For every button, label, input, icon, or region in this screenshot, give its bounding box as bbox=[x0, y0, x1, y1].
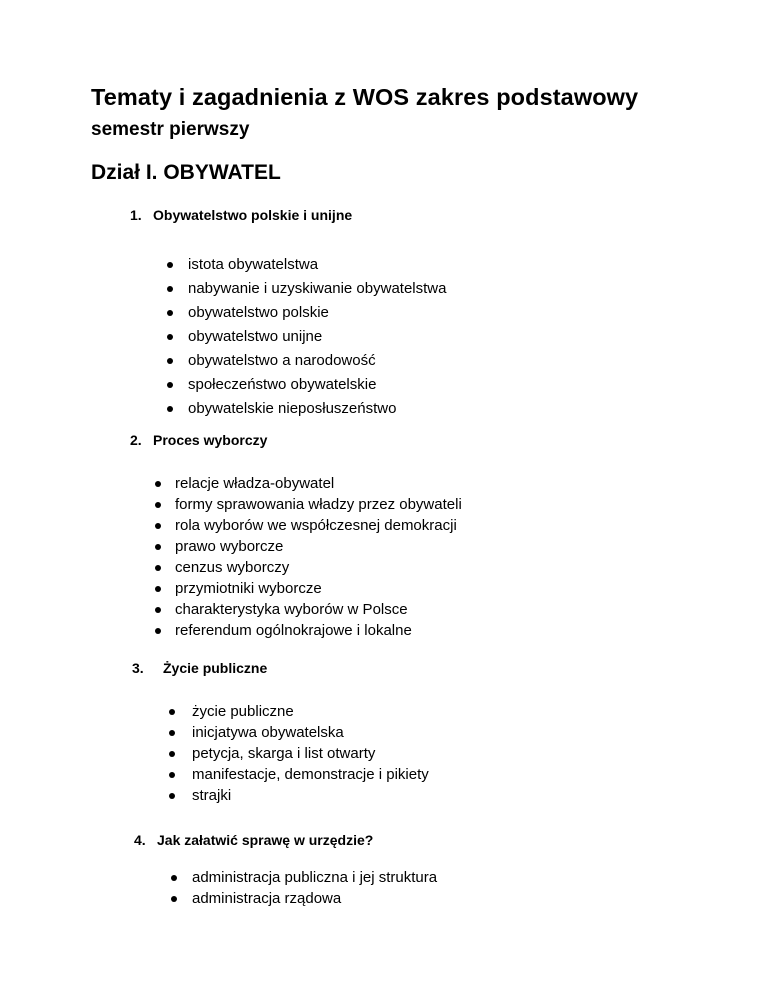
section-heading: Proces wyborczy bbox=[153, 432, 268, 448]
list-item-text: istota obywatelstwa bbox=[188, 256, 319, 273]
list-item-text: administracja publiczna i jej struktura bbox=[192, 869, 438, 886]
bullet-icon bbox=[155, 523, 161, 529]
list-item-text: nabywanie i uzyskiwanie obywatelstwa bbox=[188, 280, 447, 297]
bullet-icon bbox=[171, 896, 177, 902]
list-item-text: relacje władza-obywatel bbox=[175, 475, 335, 492]
list-item-text: petycja, skarga i list otwarty bbox=[192, 745, 376, 762]
list-item-text: przymiotniki wyborcze bbox=[175, 580, 322, 597]
list-item-text: strajki bbox=[192, 787, 232, 804]
list-item-text: inicjatywa obywatelska bbox=[192, 724, 344, 741]
bullet-icon bbox=[169, 751, 175, 757]
bullet-icon bbox=[155, 607, 161, 613]
list-item-text: rola wyborów we współczesnej demokracji bbox=[175, 517, 457, 534]
list-item-text: referendum ogólnokrajowe i lokalne bbox=[175, 622, 412, 639]
bullet-icon bbox=[169, 772, 175, 778]
bullet-icon bbox=[169, 709, 175, 715]
chapter-heading: Dział I. OBYWATEL bbox=[91, 161, 281, 184]
bullet-icon bbox=[169, 793, 175, 799]
list-item-text: manifestacje, demonstracje i pikiety bbox=[192, 766, 429, 783]
list-item-text: obywatelstwo unijne bbox=[188, 328, 323, 345]
list-item-text: obywatelstwo polskie bbox=[188, 304, 329, 321]
bullet-icon bbox=[167, 382, 173, 388]
section-number: 1. bbox=[130, 207, 142, 223]
bullet-icon bbox=[155, 586, 161, 592]
bullet-icon bbox=[167, 406, 173, 412]
section-heading: Jak załatwić sprawę w urzędzie? bbox=[157, 832, 374, 848]
section-heading: Życie publiczne bbox=[163, 660, 268, 676]
bullet-icon bbox=[171, 875, 177, 881]
section-number: 3. bbox=[132, 660, 144, 676]
list-item-text: formy sprawowania władzy przez obywateli bbox=[175, 496, 462, 513]
bullet-icon bbox=[155, 628, 161, 634]
section-heading: Obywatelstwo polskie i unijne bbox=[153, 207, 353, 223]
list-item-text: społeczeństwo obywatelskie bbox=[188, 376, 377, 393]
list-item-text: cenzus wyborczy bbox=[175, 559, 290, 576]
list-item-text: obywatelstwo a narodowość bbox=[188, 352, 376, 369]
bullet-icon bbox=[167, 262, 173, 268]
list-item-text: obywatelskie nieposłuszeństwo bbox=[188, 400, 397, 417]
bullet-icon bbox=[155, 544, 161, 550]
bullet-icon bbox=[167, 334, 173, 340]
bullet-icon bbox=[155, 481, 161, 487]
list-item-text: administracja rządowa bbox=[192, 890, 342, 907]
bullet-icon bbox=[167, 286, 173, 292]
list-item-text: prawo wyborcze bbox=[175, 538, 284, 555]
list-item-text: życie publiczne bbox=[192, 703, 294, 720]
section-number: 2. bbox=[130, 432, 142, 448]
bullet-icon bbox=[167, 310, 173, 316]
bullet-icon bbox=[155, 502, 161, 508]
section-number: 4. bbox=[134, 832, 146, 848]
list-item-text: charakterystyka wyborów w Polsce bbox=[175, 601, 408, 618]
bullet-icon bbox=[155, 565, 161, 571]
document-subtitle: semestr pierwszy bbox=[91, 119, 250, 140]
bullet-icon bbox=[169, 730, 175, 736]
document-title: Tematy i zagadnienia z WOS zakres podstawowy bbox=[91, 84, 639, 110]
bullet-icon bbox=[167, 358, 173, 364]
